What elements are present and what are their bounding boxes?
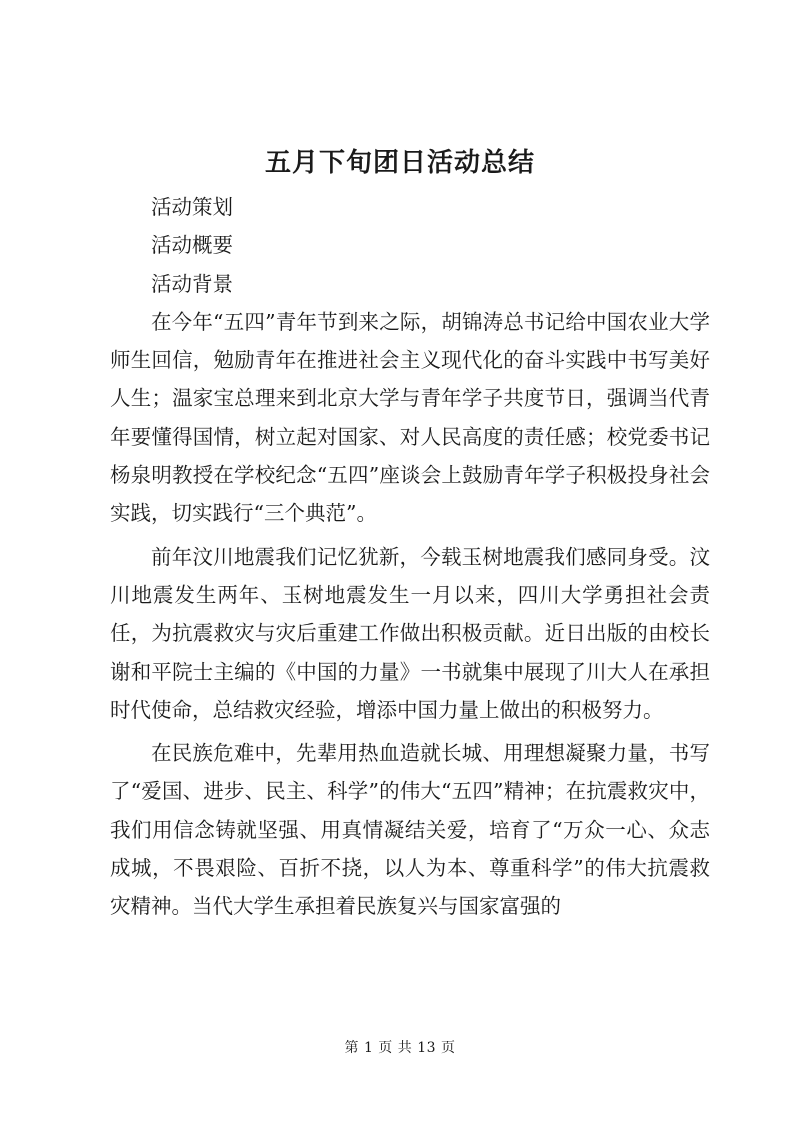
document-title: 五月下旬团日活动总结 bbox=[264, 148, 535, 178]
body-paragraph-2: 前年汶川地震我们记忆犹新，今载玉树地震我们感同身受。汶川地震发生两年、玉树地震发生一月以来，四川大学勇担社会责任，为抗震救灾与灾后重建工作做出积极贡献。近日出版的由校长谢和平院士主编的《中国的力量》一书就集中展现了川大人在承担时代使命，总结救灾经验，增添中国力量上做出的积极努力。 bbox=[110, 544, 710, 722]
body-paragraph-1: 在今年“五四”青年节到来之际，胡锦涛总书记给中国农业大学师生回信，勉励青年在推进社会主义现代化的奋斗实践中书写美好人生；温家宝总理来到北京大学与青年学子共度节日，强调当代青年要懂得国情，树立起对国家、对人民高度的责任感；校党委书记杨泉明教授在学校纪念“五四”座谈会上鼓励青年学子积极投身社会实践，切实践行“三个典范”。 bbox=[110, 309, 710, 526]
document-body bbox=[110, 188, 710, 926]
page-number-footer: 第 1 页 共 13 页 bbox=[344, 1040, 456, 1056]
body-paragraph-3: 在民族危难中，先辈用热血造就长城、用理想凝聚力量，书写了“爱国、进步、民主、科学”的伟大“五四”精神；在抗震救灾中，我们用信念铸就坚强、用真情凝结关爱，培育了“万众一心、众志成城，不畏艰险、百折不挠，以人为本、尊重科学”的伟大抗震救灾精神。当代大学生承担着民族复兴与国家富强的 bbox=[110, 741, 710, 919]
heading-activity-summary: 活动概要 bbox=[151, 233, 233, 258]
heading-activity-background: 活动背景 bbox=[151, 271, 233, 296]
heading-activity-plan: 活动策划 bbox=[151, 195, 233, 219]
